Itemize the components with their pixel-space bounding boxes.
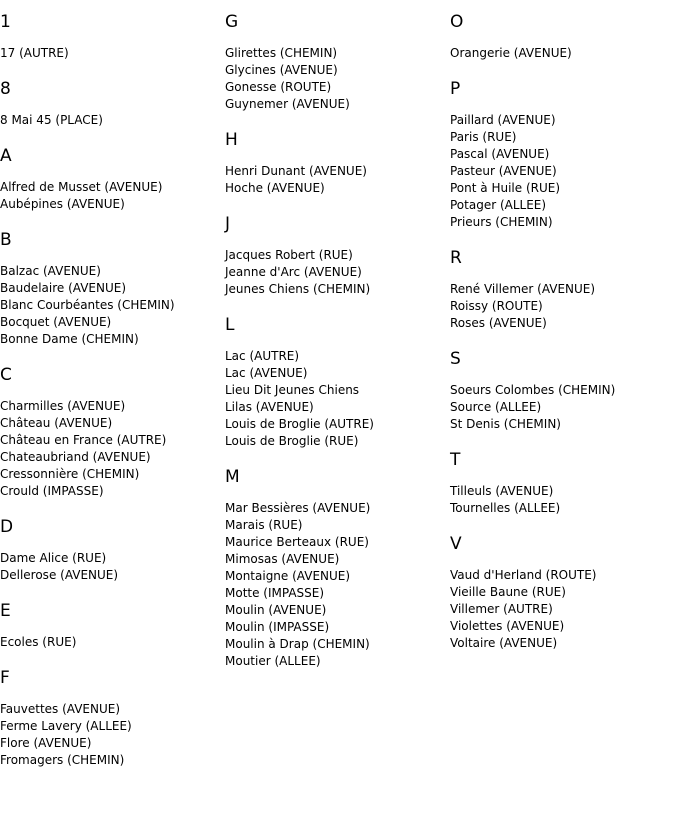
street-link[interactable]: Fauvettes (AVENUE)	[0, 702, 121, 716]
street-link[interactable]: Gonesse (ROUTE)	[225, 80, 332, 94]
letter-group	[0, 66, 225, 133]
street-link[interactable]: Montaigne (AVENUE)	[225, 569, 351, 583]
street-link[interactable]: Soeurs Colombes (CHEMIN)	[450, 383, 616, 397]
street-link[interactable]: Paillard (AVENUE)	[450, 113, 556, 127]
letter-heading: L	[225, 315, 235, 335]
street-link[interactable]: Pasteur (AVENUE)	[450, 164, 557, 178]
letter-heading: F	[0, 668, 10, 688]
letter-group	[450, 0, 675, 66]
street-link[interactable]: Orangerie (AVENUE)	[450, 46, 572, 60]
letter-heading: V	[450, 534, 462, 554]
letter-heading: C	[0, 365, 12, 385]
street-link[interactable]: Voltaire (AVENUE)	[450, 636, 558, 650]
letter-heading: M	[225, 467, 240, 487]
letter-group	[450, 336, 675, 437]
letter-heading: O	[450, 12, 464, 32]
street-link[interactable]: Aubépines (AVENUE)	[0, 197, 125, 211]
street-link[interactable]: Jeanne d'Arc (AVENUE)	[225, 265, 362, 279]
street-link[interactable]: Louis de Broglie (AUTRE)	[225, 417, 374, 431]
street-link[interactable]: Pont à Huile (RUE)	[450, 181, 561, 195]
street-link[interactable]: Motte (IMPASSE)	[225, 586, 325, 600]
letter-heading: J	[225, 214, 231, 234]
street-link[interactable]: Jacques Robert (RUE)	[225, 248, 353, 262]
letter-heading: D	[0, 517, 14, 537]
street-link[interactable]: Lac (AVENUE)	[225, 366, 308, 380]
street-link[interactable]: Vieille Baune (RUE)	[450, 585, 566, 599]
street-link[interactable]: Vaud d'Herland (ROUTE)	[450, 568, 597, 582]
letter-group	[0, 504, 225, 588]
street-link[interactable]: Chateaubriand (AVENUE)	[0, 450, 151, 464]
letter-group	[225, 201, 450, 302]
letter-group	[0, 133, 225, 217]
street-link[interactable]: Flore (AVENUE)	[0, 736, 92, 750]
street-link[interactable]: Fromagers (CHEMIN)	[0, 753, 125, 767]
street-link[interactable]: Moutier (ALLEE)	[225, 654, 321, 668]
street-link[interactable]: Lieu Dit Jeunes Chiens	[225, 383, 360, 397]
street-link[interactable]: Cressonnière (CHEMIN)	[0, 467, 140, 481]
index-column	[225, 0, 450, 773]
letter-group	[450, 437, 675, 521]
street-link[interactable]: Alfred de Musset (AVENUE)	[0, 180, 163, 194]
letter-heading: 8	[0, 79, 11, 99]
street-link[interactable]: Château en France (AUTRE)	[0, 433, 167, 447]
letter-group	[450, 521, 675, 656]
street-link[interactable]: Bonne Dame (CHEMIN)	[0, 332, 139, 346]
letter-heading: A	[0, 146, 12, 166]
street-link[interactable]: Baudelaire (AVENUE)	[0, 281, 127, 295]
street-link[interactable]: Louis de Broglie (RUE)	[225, 434, 359, 448]
street-link[interactable]: Lac (AUTRE)	[225, 349, 300, 363]
street-link[interactable]: Roses (AVENUE)	[450, 316, 547, 330]
street-link[interactable]: Ferme Lavery (ALLEE)	[0, 719, 132, 733]
street-link[interactable]: Maurice Berteaux (RUE)	[225, 535, 369, 549]
letter-heading: B	[0, 230, 12, 250]
street-link[interactable]: Pascal (AVENUE)	[450, 147, 550, 161]
street-link[interactable]: Charmilles (AVENUE)	[0, 399, 126, 413]
street-link[interactable]: Dellerose (AVENUE)	[0, 568, 119, 582]
letter-group	[225, 117, 450, 201]
street-link[interactable]: Prieurs (CHEMIN)	[450, 215, 553, 229]
street-link[interactable]: Tournelles (ALLEE)	[450, 501, 561, 515]
street-link[interactable]: Mar Bessières (AVENUE)	[225, 501, 371, 515]
street-link[interactable]: Paris (RUE)	[450, 130, 517, 144]
street-link[interactable]: Henri Dunant (AVENUE)	[225, 164, 367, 178]
street-link[interactable]: Blanc Courbéantes (CHEMIN)	[0, 298, 175, 312]
street-link[interactable]: Château (AVENUE)	[0, 416, 113, 430]
street-link[interactable]: Source (ALLEE)	[450, 400, 542, 414]
letter-heading: S	[450, 349, 461, 369]
letter-heading: P	[450, 79, 461, 99]
letter-heading: G	[225, 12, 239, 32]
letter-group	[0, 352, 225, 504]
index-column	[450, 0, 675, 773]
street-link[interactable]: 17 (AUTRE)	[0, 46, 69, 60]
street-link[interactable]: Violettes (AVENUE)	[450, 619, 565, 633]
letter-heading: E	[0, 601, 11, 621]
street-link[interactable]: Glirettes (CHEMIN)	[225, 46, 338, 60]
letter-group	[0, 0, 225, 66]
street-link[interactable]: St Denis (CHEMIN)	[450, 417, 561, 431]
letter-group	[225, 0, 450, 117]
street-link[interactable]: Dame Alice (RUE)	[0, 551, 107, 565]
street-link[interactable]: Hoche (AVENUE)	[225, 181, 325, 195]
street-link[interactable]: Crould (IMPASSE)	[0, 484, 104, 498]
letter-group	[225, 454, 450, 674]
letter-group	[0, 655, 225, 773]
street-link[interactable]: Moulin à Drap (CHEMIN)	[225, 637, 370, 651]
street-link[interactable]: Glycines (AVENUE)	[225, 63, 338, 77]
letter-heading: 1	[0, 12, 11, 32]
letter-heading: T	[450, 450, 461, 470]
street-link[interactable]: René Villemer (AVENUE)	[450, 282, 596, 296]
letter-heading: H	[225, 130, 238, 150]
street-link[interactable]: Potager (ALLEE)	[450, 198, 547, 212]
letter-group	[450, 235, 675, 336]
street-link[interactable]: Lilas (AVENUE)	[225, 400, 314, 414]
street-link[interactable]: Bocquet (AVENUE)	[0, 315, 112, 329]
street-link[interactable]: Jeunes Chiens (CHEMIN)	[225, 282, 371, 296]
letter-group	[0, 588, 225, 655]
letter-group	[225, 302, 450, 454]
street-link[interactable]: Villemer (AUTRE)	[450, 602, 553, 616]
street-link[interactable]: Roissy (ROUTE)	[450, 299, 543, 313]
street-link[interactable]: Tilleuls (AVENUE)	[450, 484, 554, 498]
street-link[interactable]: 8 Mai 45 (PLACE)	[0, 113, 103, 127]
street-link[interactable]: Moulin (AVENUE)	[225, 603, 327, 617]
letter-group	[0, 217, 225, 352]
letter-heading: R	[450, 248, 462, 268]
letter-group	[450, 66, 675, 235]
street-link[interactable]: Balzac (AVENUE)	[0, 264, 101, 278]
street-link[interactable]: Ecoles (RUE)	[0, 635, 77, 649]
index-column	[0, 0, 225, 773]
street-link[interactable]: Mimosas (AVENUE)	[225, 552, 340, 566]
street-link[interactable]: Moulin (IMPASSE)	[225, 620, 330, 634]
street-link[interactable]: Guynemer (AVENUE)	[225, 97, 350, 111]
street-link[interactable]: Marais (RUE)	[225, 518, 303, 532]
